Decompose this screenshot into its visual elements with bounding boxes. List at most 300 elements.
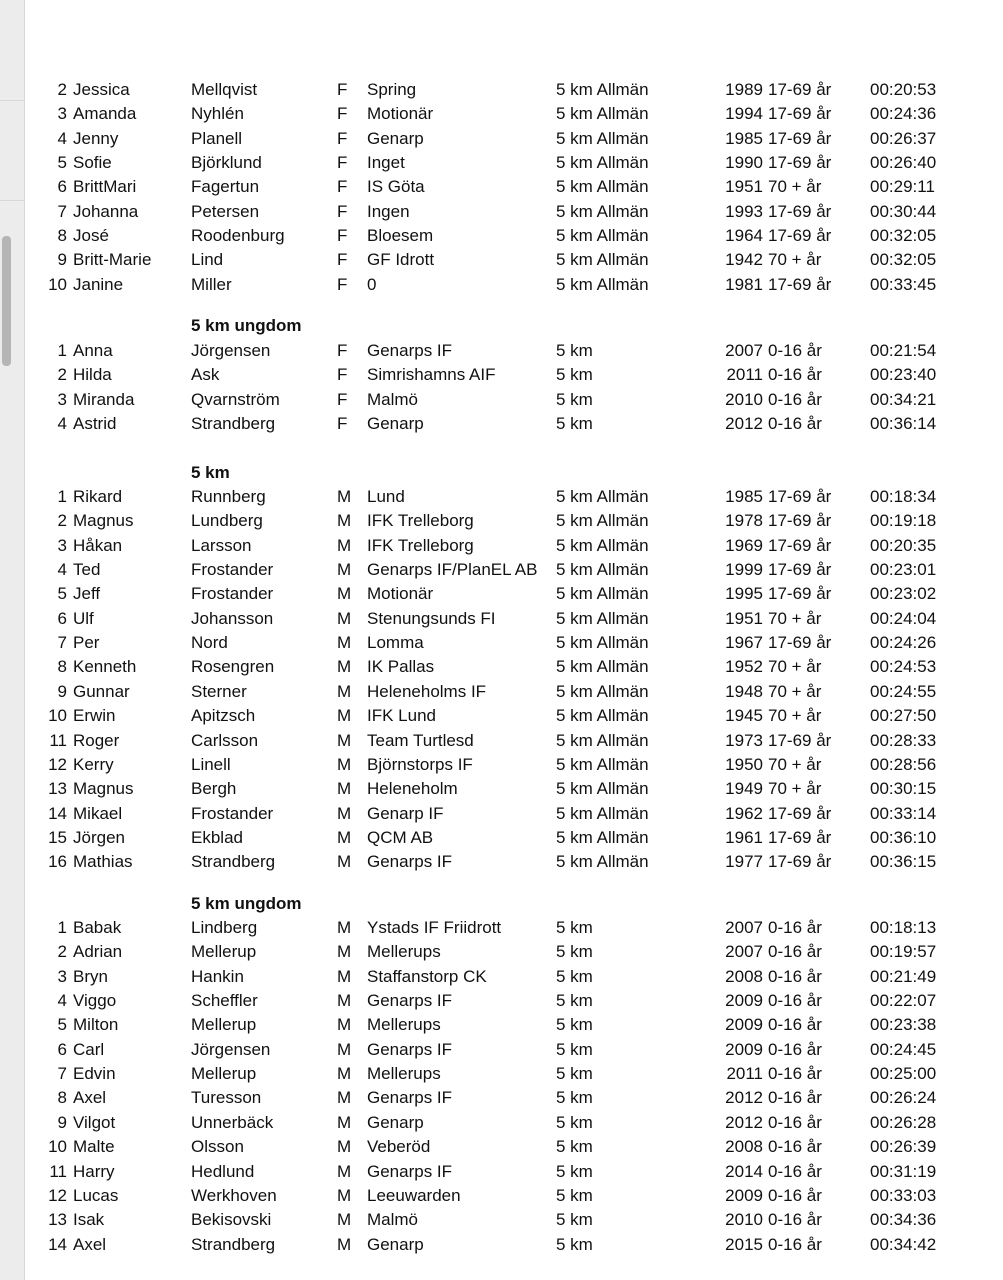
cell-time: 00:32:05 [870, 226, 937, 245]
cell-class: 17-69 år [768, 536, 832, 555]
cell-club: Genarp IF [367, 804, 444, 823]
cell-time: 00:34:36 [870, 1210, 937, 1229]
cell-last: Werkhoven [191, 1186, 277, 1205]
cell-sex: F [337, 129, 348, 148]
cell-distance: 5 km [556, 1162, 593, 1181]
cell-year: 2010 [725, 1210, 763, 1229]
cell-class: 0-16 år [768, 1162, 822, 1181]
cell-last: Larsson [191, 536, 252, 555]
cell-first: Axel [73, 1235, 107, 1254]
cell-club: IK Pallas [367, 657, 435, 676]
cell-sex: M [337, 560, 352, 579]
cell-distance: 5 km [556, 991, 593, 1010]
cell-last: Lind [191, 250, 224, 269]
cell-sex: M [337, 1040, 352, 1059]
cell-sex: F [337, 80, 348, 99]
cell-distance: 5 km Allmän [556, 104, 649, 123]
cell-sex: F [337, 341, 348, 360]
cell-distance: 5 km Allmän [556, 633, 649, 652]
cell-time: 00:28:33 [870, 731, 937, 750]
cell-distance: 5 km [556, 414, 593, 433]
cell-sex: M [337, 1088, 352, 1107]
cell-num: 3 [57, 967, 67, 986]
cell-club: Inget [367, 153, 405, 172]
cell-last: Hedlund [191, 1162, 255, 1181]
cell-class: 0-16 år [768, 942, 822, 961]
cell-club: QCM AB [367, 828, 434, 847]
cell-class: 0-16 år [768, 414, 822, 433]
cell-class: 17-69 år [768, 584, 832, 603]
cell-class: 17-69 år [768, 487, 832, 506]
cell-first: Vilgot [73, 1113, 116, 1132]
cell-distance: 5 km Allmän [556, 584, 649, 603]
cell-num: 10 [48, 1137, 67, 1156]
cell-club: IS Göta [367, 177, 425, 196]
cell-last: Scheffler [191, 991, 258, 1010]
cell-distance: 5 km [556, 1088, 593, 1107]
cell-num: 7 [57, 1064, 67, 1083]
cell-first: Hilda [73, 365, 112, 384]
cell-club: Simrishamns AIF [367, 365, 496, 384]
cell-sex: M [337, 804, 352, 823]
cell-year: 2008 [725, 1137, 763, 1156]
cell-class: 0-16 år [768, 341, 822, 360]
cell-year: 1961 [725, 828, 763, 847]
cell-club: Genarps IF [367, 1162, 453, 1181]
cell-last: Jörgensen [191, 341, 271, 360]
cell-last: Mellqvist [191, 80, 258, 99]
cell-time: 00:26:37 [870, 129, 937, 148]
cell-sex: M [337, 487, 352, 506]
cell-time: 00:26:40 [870, 153, 937, 172]
cell-time: 00:36:14 [870, 414, 937, 433]
cell-last: Rosengren [191, 657, 275, 676]
cell-sex: M [337, 1137, 352, 1156]
cell-num: 1 [57, 918, 67, 937]
cell-time: 00:34:42 [870, 1235, 937, 1254]
cell-last: Strandberg [191, 414, 276, 433]
cell-first: Ulf [73, 609, 94, 628]
cell-club: Motionär [367, 584, 434, 603]
cell-year: 1985 [725, 129, 763, 148]
cell-year: 2009 [725, 1015, 763, 1034]
cell-club: IFK Lund [367, 706, 436, 725]
cell-year: 2009 [725, 1040, 763, 1059]
cell-num: 7 [57, 202, 67, 221]
cell-club: Genarps IF/PlanEL AB [367, 560, 538, 579]
cell-first: Magnus [73, 511, 134, 530]
cell-distance: 5 km Allmän [556, 153, 649, 172]
cell-club: Genarp [367, 1235, 424, 1254]
cell-year: 1999 [725, 560, 763, 579]
cell-num: 2 [57, 942, 67, 961]
cell-num: 12 [48, 1186, 67, 1205]
cell-last: Olsson [191, 1137, 244, 1156]
cell-class: 70 + år [768, 177, 822, 196]
cell-time: 00:24:04 [870, 609, 937, 628]
cell-class: 0-16 år [768, 1235, 822, 1254]
cell-time: 00:32:05 [870, 250, 937, 269]
cell-first: Edvin [73, 1064, 116, 1083]
cell-last: Planell [191, 129, 243, 148]
cell-class: 17-69 år [768, 852, 832, 871]
cell-time: 00:18:13 [870, 918, 937, 937]
cell-num: 1 [57, 341, 67, 360]
section-title-text: 5 km ungdom [191, 316, 302, 335]
cell-first: Jörgen [73, 828, 125, 847]
cell-sex: F [337, 250, 348, 269]
cell-time: 00:26:28 [870, 1113, 937, 1132]
cell-num: 12 [48, 755, 67, 774]
cell-num: 14 [48, 1235, 67, 1254]
cell-sex: M [337, 1210, 352, 1229]
cell-distance: 5 km Allmän [556, 657, 649, 676]
cell-num: 8 [57, 1088, 67, 1107]
cell-num: 9 [57, 1113, 67, 1132]
cell-year: 1978 [725, 511, 763, 530]
cell-sex: M [337, 967, 352, 986]
cell-first: Kenneth [73, 657, 137, 676]
cell-sex: M [337, 1015, 352, 1034]
cell-sex: M [337, 657, 352, 676]
cell-class: 17-69 år [768, 153, 832, 172]
cell-first: Astrid [73, 414, 117, 433]
cell-sex: F [337, 177, 348, 196]
cell-sex: M [337, 1064, 352, 1083]
cell-time: 00:24:36 [870, 104, 937, 123]
cell-last: Nord [191, 633, 228, 652]
cell-time: 00:33:14 [870, 804, 937, 823]
cell-club: GF Idrott [367, 250, 435, 269]
cell-club: Staffanstorp CK [367, 967, 487, 986]
cell-class: 17-69 år [768, 226, 832, 245]
cell-last: Johansson [191, 609, 274, 628]
cell-class: 0-16 år [768, 1186, 822, 1205]
cell-sex: M [337, 1162, 352, 1181]
cell-class: 70 + år [768, 706, 822, 725]
cell-first: Malte [73, 1137, 115, 1156]
cell-year: 2012 [725, 1088, 763, 1107]
cell-club: Lund [367, 487, 405, 506]
cell-last: Björklund [191, 153, 262, 172]
cell-first: Jenny [73, 129, 119, 148]
cell-club: Genarp [367, 414, 424, 433]
cell-num: 16 [48, 852, 67, 871]
cell-sex: F [337, 153, 348, 172]
cell-club: Genarps IF [367, 1088, 453, 1107]
cell-year: 1977 [725, 852, 763, 871]
cell-first: BrittMari [73, 177, 137, 196]
cell-distance: 5 km [556, 365, 593, 384]
cell-sex: M [337, 852, 352, 871]
cell-sex: F [337, 104, 348, 123]
cell-club: Malmö [367, 1210, 419, 1229]
cell-year: 1993 [725, 202, 763, 221]
cell-club: Lomma [367, 633, 424, 652]
cell-distance: 5 km Allmän [556, 731, 649, 750]
cell-distance: 5 km Allmän [556, 250, 649, 269]
cell-sex: F [337, 365, 348, 384]
cell-club: Mellerups [367, 942, 441, 961]
cell-club: Stenungsunds FI [367, 609, 496, 628]
cell-num: 4 [57, 129, 67, 148]
cell-first: Viggo [73, 991, 117, 1010]
cell-time: 00:22:07 [870, 991, 937, 1010]
cell-year: 1990 [725, 153, 763, 172]
cell-time: 00:20:53 [870, 80, 937, 99]
cell-distance: 5 km Allmän [556, 755, 649, 774]
cell-last: Miller [191, 275, 232, 294]
cell-distance: 5 km Allmän [556, 487, 649, 506]
cell-num: 8 [57, 657, 67, 676]
cell-club: Veberöd [367, 1137, 431, 1156]
cell-club: Björnstorps IF [367, 755, 473, 774]
cell-class: 0-16 år [768, 1015, 822, 1034]
cell-num: 9 [57, 682, 67, 701]
cell-year: 1985 [725, 487, 763, 506]
cell-last: Bekisovski [191, 1210, 272, 1229]
cell-num: 5 [57, 584, 67, 603]
cell-club: Heleneholms IF [367, 682, 487, 701]
cell-first: Janine [73, 275, 124, 294]
cell-first: Mathias [73, 852, 133, 871]
cell-num: 10 [48, 706, 67, 725]
cell-distance: 5 km Allmän [556, 129, 649, 148]
cell-time: 00:33:45 [870, 275, 937, 294]
cell-class: 17-69 år [768, 731, 832, 750]
cell-sex: M [337, 1235, 352, 1254]
cell-sex: F [337, 275, 348, 294]
cell-last: Nyhlén [191, 104, 244, 123]
cell-time: 00:26:24 [870, 1088, 937, 1107]
cell-last: Sterner [191, 682, 247, 701]
cell-distance: 5 km [556, 1064, 593, 1083]
cell-last: Petersen [191, 202, 260, 221]
cell-year: 2010 [725, 390, 763, 409]
cell-num: 7 [57, 633, 67, 652]
cell-class: 17-69 år [768, 275, 832, 294]
section-title-text: 5 km ungdom [191, 894, 302, 913]
cell-class: 70 + år [768, 657, 822, 676]
cell-year: 2014 [725, 1162, 763, 1181]
cell-time: 00:24:26 [870, 633, 937, 652]
cell-year: 2011 [726, 1064, 763, 1083]
cell-num: 6 [57, 609, 67, 628]
cell-time: 00:24:55 [870, 682, 937, 701]
cell-club: IFK Trelleborg [367, 536, 474, 555]
cell-sex: F [337, 202, 348, 221]
cell-last: Strandberg [191, 1235, 276, 1254]
cell-year: 2011 [726, 365, 763, 384]
cell-year: 1942 [725, 250, 763, 269]
cell-last: Jörgensen [191, 1040, 271, 1059]
cell-sex: M [337, 828, 352, 847]
cell-class: 17-69 år [768, 104, 832, 123]
cell-time: 00:23:01 [870, 560, 937, 579]
cell-num: 5 [57, 1015, 67, 1034]
cell-time: 00:24:53 [870, 657, 937, 676]
cell-distance: 5 km [556, 1210, 593, 1229]
cell-first: Roger [73, 731, 120, 750]
cell-last: Mellerup [191, 1015, 257, 1034]
cell-first: Jeff [73, 584, 101, 603]
cell-class: 70 + år [768, 682, 822, 701]
cell-class: 0-16 år [768, 365, 822, 384]
cell-year: 1994 [725, 104, 763, 123]
cell-first: Harry [73, 1162, 115, 1181]
cell-class: 17-69 år [768, 511, 832, 530]
cell-time: 00:31:19 [870, 1162, 937, 1181]
cell-first: Britt-Marie [73, 250, 152, 269]
cell-year: 1969 [725, 536, 763, 555]
cell-sex: M [337, 682, 352, 701]
cell-distance: 5 km Allmän [556, 706, 649, 725]
cell-num: 8 [57, 226, 67, 245]
cell-first: Adrian [73, 942, 123, 961]
cell-club: Genarps IF [367, 991, 453, 1010]
cell-class: 17-69 år [768, 129, 832, 148]
cell-class: 17-69 år [768, 828, 832, 847]
cell-last: Qvarnström [191, 390, 280, 409]
cell-last: Roodenburg [191, 226, 285, 245]
cell-first: Magnus [73, 779, 134, 798]
cell-sex: M [337, 991, 352, 1010]
cell-sex: M [337, 584, 352, 603]
cell-year: 1962 [725, 804, 763, 823]
cell-first: Carl [73, 1040, 105, 1059]
cell-num: 4 [57, 414, 67, 433]
cell-club: 0 [367, 275, 377, 294]
cell-first: Anna [73, 341, 113, 360]
cell-sex: F [337, 390, 348, 409]
cell-time: 00:24:45 [870, 1040, 937, 1059]
cell-distance: 5 km Allmän [556, 536, 649, 555]
cell-sex: M [337, 731, 352, 750]
results-sheet [25, 0, 1003, 1280]
cell-distance: 5 km [556, 1015, 593, 1034]
cell-first: Isak [73, 1210, 105, 1229]
cell-class: 17-69 år [768, 804, 832, 823]
cell-time: 00:21:49 [870, 967, 937, 986]
cell-year: 1948 [725, 682, 763, 701]
cell-time: 00:36:10 [870, 828, 937, 847]
cell-distance: 5 km Allmän [556, 609, 649, 628]
cell-last: Runnberg [191, 487, 266, 506]
cell-distance: 5 km Allmän [556, 804, 649, 823]
cell-last: Ask [191, 365, 220, 384]
cell-first: Bryn [73, 967, 108, 986]
cell-year: 2009 [725, 991, 763, 1010]
cell-year: 1952 [725, 657, 763, 676]
cell-class: 0-16 år [768, 1040, 822, 1059]
section-title-text: 5 km [191, 463, 230, 482]
cell-time: 00:21:54 [870, 341, 937, 360]
cell-num: 3 [57, 104, 67, 123]
cell-last: Frostander [191, 584, 274, 603]
cell-num: 13 [48, 1210, 67, 1229]
cell-distance: 5 km [556, 1040, 593, 1059]
cell-club: Genarp [367, 1113, 424, 1132]
cell-first: Jessica [73, 80, 130, 99]
cell-club: Malmö [367, 390, 419, 409]
cell-sex: M [337, 755, 352, 774]
cell-distance: 5 km Allmän [556, 80, 649, 99]
cell-distance: 5 km [556, 942, 593, 961]
cell-first: Babak [73, 918, 122, 937]
cell-sex: M [337, 536, 352, 555]
cell-year: 1951 [725, 609, 763, 628]
cell-club: Heleneholm [367, 779, 458, 798]
cell-num: 11 [49, 731, 67, 750]
cell-num: 6 [57, 177, 67, 196]
cell-year: 2007 [725, 918, 763, 937]
cell-distance: 5 km Allmän [556, 226, 649, 245]
cell-time: 00:23:40 [870, 365, 937, 384]
cell-year: 2008 [725, 967, 763, 986]
cell-time: 00:19:57 [870, 942, 937, 961]
cell-club: Motionär [367, 104, 434, 123]
cell-last: Bergh [191, 779, 237, 798]
cell-distance: 5 km [556, 967, 593, 986]
cell-distance: 5 km [556, 1235, 593, 1254]
cell-class: 0-16 år [768, 1210, 822, 1229]
cell-time: 00:28:56 [870, 755, 937, 774]
cell-num: 3 [57, 390, 67, 409]
cell-time: 00:36:15 [870, 852, 937, 871]
cell-first: Kerry [73, 755, 114, 774]
cell-club: Ystads IF Friidrott [367, 918, 502, 937]
cell-time: 00:25:00 [870, 1064, 937, 1083]
cell-class: 70 + år [768, 250, 822, 269]
cell-distance: 5 km [556, 1186, 593, 1205]
cell-club: Genarp [367, 129, 424, 148]
cell-year: 1964 [725, 226, 763, 245]
cell-distance: 5 km [556, 918, 593, 937]
cell-year: 1950 [725, 755, 763, 774]
cell-num: 6 [57, 1040, 67, 1059]
cell-year: 2007 [725, 942, 763, 961]
cell-time: 00:30:44 [870, 202, 937, 221]
cell-club: Team Turtlesd [367, 731, 474, 750]
cell-last: Mellerup [191, 1064, 257, 1083]
cell-club: IFK Trelleborg [367, 511, 474, 530]
gutter-divider [0, 100, 24, 101]
cell-sex: M [337, 706, 352, 725]
cell-class: 70 + år [768, 609, 822, 628]
cell-first: Håkan [73, 536, 123, 555]
cell-class: 70 + år [768, 779, 822, 798]
cell-first: Miranda [73, 390, 135, 409]
cell-class: 0-16 år [768, 967, 822, 986]
cell-class: 17-69 år [768, 80, 832, 99]
cell-sex: M [337, 609, 352, 628]
cell-club: Leeuwarden [367, 1186, 461, 1205]
cell-class: 0-16 år [768, 991, 822, 1010]
cell-time: 00:30:15 [870, 779, 937, 798]
cell-class: 17-69 år [768, 560, 832, 579]
cell-last: Frostander [191, 804, 274, 823]
cell-year: 1981 [725, 275, 763, 294]
cell-num: 1 [57, 487, 67, 506]
cell-class: 17-69 år [768, 633, 832, 652]
cell-last: Lundberg [191, 511, 263, 530]
cell-year: 1949 [725, 779, 763, 798]
cell-year: 2009 [725, 1186, 763, 1205]
cell-year: 1995 [725, 584, 763, 603]
scrollbar-thumb[interactable] [2, 236, 11, 366]
cell-year: 1945 [725, 706, 763, 725]
cell-distance: 5 km Allmän [556, 202, 649, 221]
